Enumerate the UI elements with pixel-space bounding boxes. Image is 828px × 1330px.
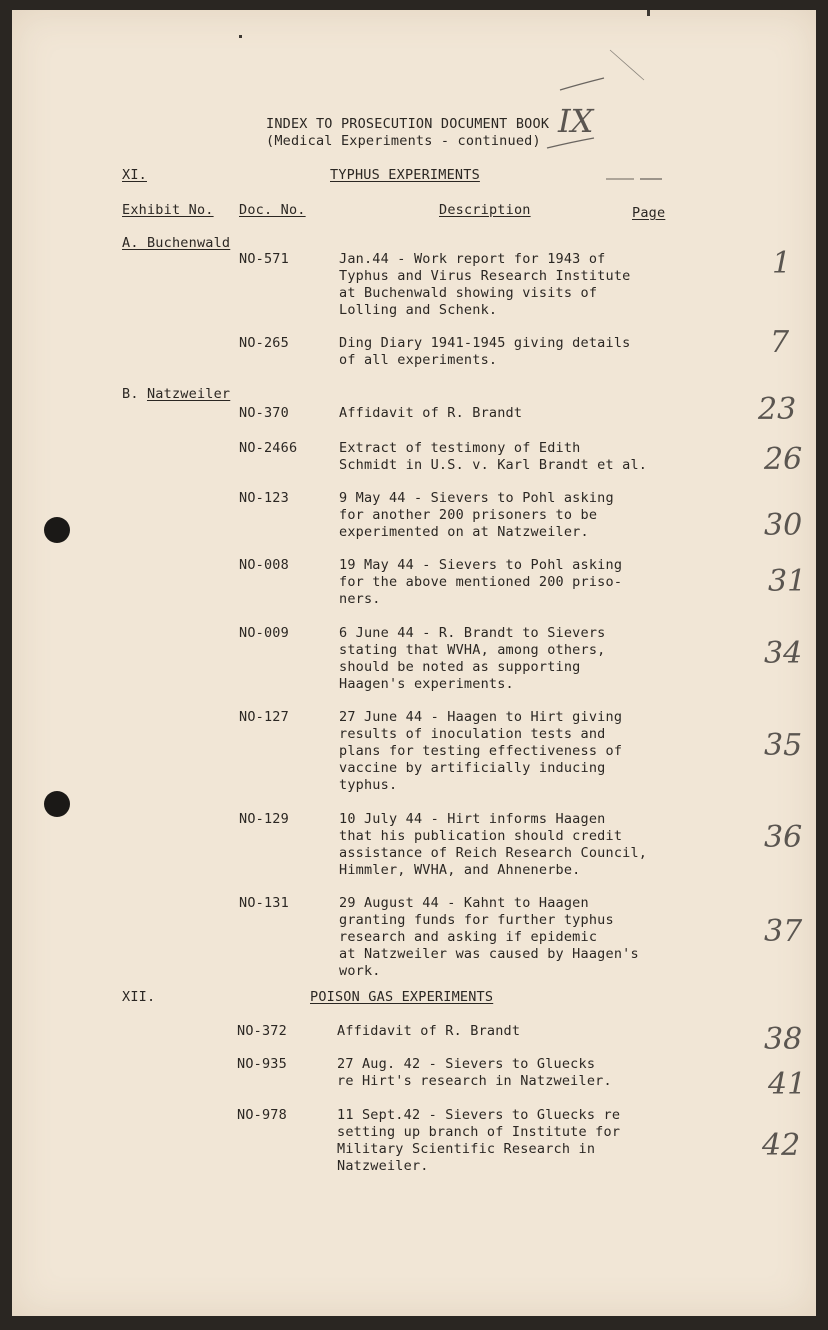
description-line: 11 Sept.42 - Sievers to Gluecks re <box>337 1107 621 1123</box>
doc-number: NO-009 <box>239 625 289 641</box>
description-line: Affidavit of R. Brandt <box>339 405 523 421</box>
doc-number: NO-935 <box>237 1056 287 1072</box>
description-line: Natzweiler. <box>337 1158 429 1174</box>
description-line: typhus. <box>339 777 398 793</box>
doc-number: NO-978 <box>237 1107 287 1123</box>
description-line: for another 200 prisoners to be <box>339 507 598 523</box>
description-line: Himmler, WVHA, and Ahnenerbe. <box>339 862 581 878</box>
description-line: vaccine by artificially inducing <box>339 760 606 776</box>
description-line: Extract of testimony of Edith <box>339 440 581 456</box>
description-line: at Natzweiler was caused by Haagen's <box>339 946 639 962</box>
handwritten-page-number: 34 <box>764 636 803 671</box>
handwritten-page-number: 23 <box>758 392 797 427</box>
handwritten-book-number: IX <box>558 102 594 140</box>
subsection-prefix: B. <box>122 386 147 402</box>
description-line: should be noted as supporting <box>339 659 581 675</box>
doc-number: NO-372 <box>237 1023 287 1039</box>
handwritten-page-number: 37 <box>764 914 803 949</box>
description-line: Schmidt in U.S. v. Karl Brandt et al. <box>339 457 648 473</box>
header-subtitle: (Medical Experiments - continued) <box>266 133 541 149</box>
handwritten-page-number: 36 <box>764 820 803 855</box>
doc-number: NO-265 <box>239 335 289 351</box>
description-line: at Buchenwald showing visits of <box>339 285 598 301</box>
handwritten-page-number: 42 <box>762 1128 801 1163</box>
doc-number: NO-131 <box>239 895 289 911</box>
doc-number: NO-123 <box>239 490 289 506</box>
description-line: 6 June 44 - R. Brandt to Sievers <box>339 625 606 641</box>
description-line: Typhus and Virus Research Institute <box>339 268 631 284</box>
description-line: Ding Diary 1941-1945 giving details <box>339 335 631 351</box>
description-line: granting funds for further typhus <box>339 912 614 928</box>
description-line: 27 June 44 - Haagen to Hirt giving <box>339 709 623 725</box>
handwritten-page-number: 26 <box>764 442 803 477</box>
description-line: of all experiments. <box>339 352 498 368</box>
column-header-page: Page <box>632 205 666 221</box>
description-line: stating that WVHA, among others, <box>339 642 606 658</box>
description-line: 27 Aug. 42 - Sievers to Gluecks <box>337 1056 596 1072</box>
description-line: assistance of Reich Research Council, <box>339 845 648 861</box>
handwritten-page-number: 31 <box>768 564 807 599</box>
description-line: 19 May 44 - Sievers to Pohl asking <box>339 557 623 573</box>
column-header-description: Description <box>439 202 531 218</box>
description-line: Lolling and Schenk. <box>339 302 498 318</box>
description-line: re Hirt's research in Natzweiler. <box>337 1073 612 1089</box>
description-line: Jan.44 - Work report for 1943 of <box>339 251 606 267</box>
section-xi-title: TYPHUS EXPERIMENTS <box>330 167 480 183</box>
section-xii-number: XII. <box>122 989 156 1005</box>
description-line: setting up branch of Institute for <box>337 1124 621 1140</box>
subsection-label: Natzweiler <box>146 386 231 402</box>
doc-number: NO-127 <box>239 709 289 725</box>
description-line: 29 August 44 - Kahnt to Haagen <box>339 895 589 911</box>
handwritten-page-number: 35 <box>764 728 803 763</box>
header-title: INDEX TO PROSECUTION DOCUMENT BOOK <box>266 116 550 132</box>
description-line: work. <box>339 963 381 979</box>
section-xii-title: POISON GAS EXPERIMENTS <box>310 989 494 1005</box>
description-line: research and asking if epidemic <box>339 929 598 945</box>
handwritten-page-number: 1 <box>772 246 792 281</box>
section-xi-number: XI. <box>122 167 147 183</box>
doc-number: NO-2466 <box>239 440 298 456</box>
description-line: 10 July 44 - Hirt informs Haagen <box>339 811 606 827</box>
punch-hole-bottom <box>44 791 70 817</box>
doc-number: NO-571 <box>239 251 289 267</box>
handwritten-page-number: 30 <box>764 508 803 543</box>
punch-hole-top <box>44 517 70 543</box>
column-header-doc: Doc. No. <box>239 202 306 218</box>
description-line: Haagen's experiments. <box>339 676 514 692</box>
description-line: Military Scientific Research in <box>337 1141 596 1157</box>
handwritten-page-number: 41 <box>768 1067 807 1102</box>
document-page <box>12 10 816 1316</box>
description-line: experimented on at Natzweiler. <box>339 524 589 540</box>
subsection-natzweiler <box>122 386 230 403</box>
description-line: ners. <box>339 591 381 607</box>
description-line: Affidavit of R. Brandt <box>337 1023 521 1039</box>
faint-dashes <box>12 10 816 210</box>
description-line: results of inoculation tests and <box>339 726 606 742</box>
doc-number: NO-008 <box>239 557 289 573</box>
doc-number: NO-129 <box>239 811 289 827</box>
description-line: for the above mentioned 200 priso- <box>339 574 623 590</box>
description-line: 9 May 44 - Sievers to Pohl asking <box>339 490 614 506</box>
handwritten-page-number: 7 <box>770 325 790 360</box>
doc-number: NO-370 <box>239 405 289 421</box>
description-line: plans for testing effectiveness of <box>339 743 623 759</box>
subsection-buchenwald: A. Buchenwald <box>122 235 231 251</box>
handwritten-page-number: 38 <box>764 1022 803 1057</box>
description-line: that his publication should credit <box>339 828 623 844</box>
column-header-exhibit: Exhibit No. <box>122 202 214 218</box>
